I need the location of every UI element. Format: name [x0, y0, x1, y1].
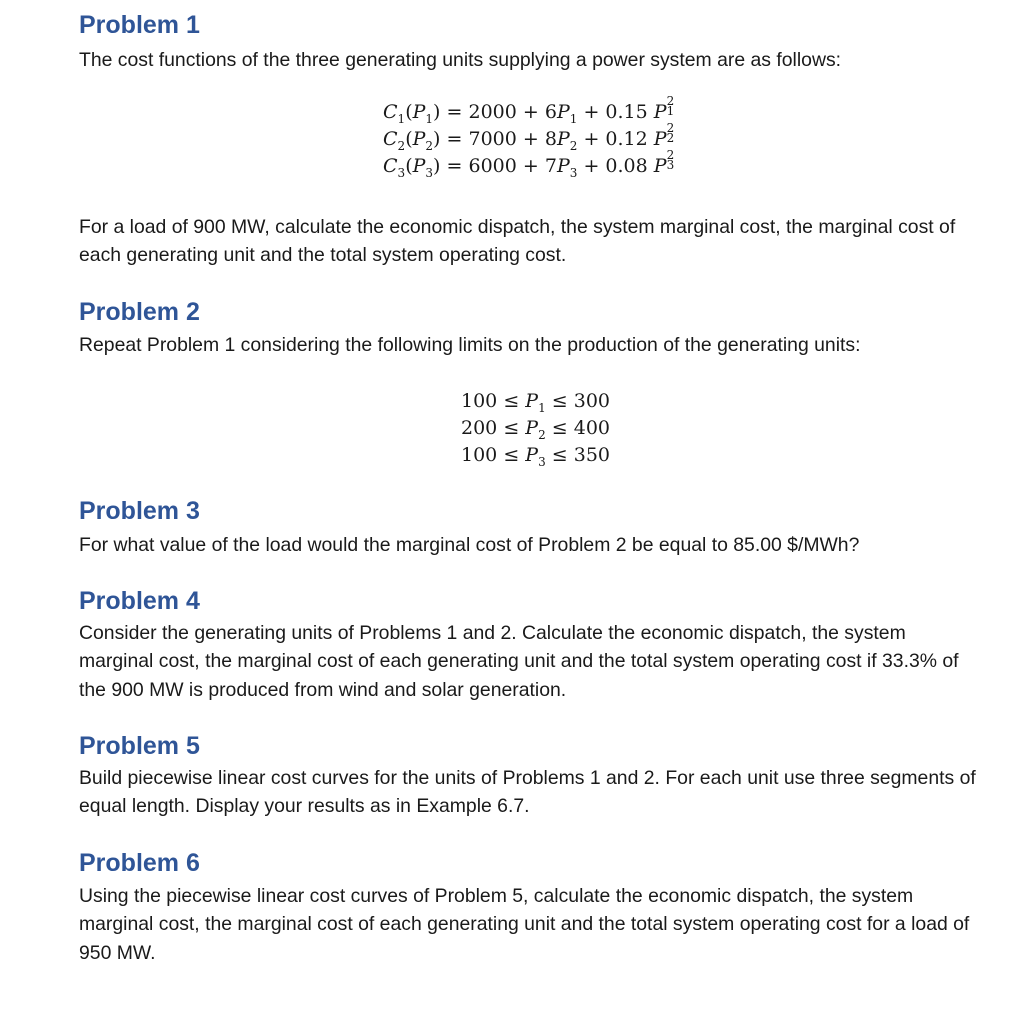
cost-equations	[383, 94, 677, 180]
problem-4-text: Consider the generating units of Problems 1 and 2. Calculate the economic dispatch, the system marginal cost, the marginal cost of each generating unit and the total system operating cost if 33.3% of the 900 MW is produced from wind and solar generation.	[79, 622, 959, 701]
problem-2-title: Problem 2	[79, 298, 200, 326]
problem-1-title: Problem 1	[79, 11, 200, 39]
problem-1-text: The cost functions of the three generating units supplying a power system are as follows:	[79, 49, 842, 71]
production-limits	[461, 388, 610, 469]
problem-1-question: For a load of 900 MW, calculate the economic dispatch, the system marginal cost, the marginal cost of each generating unit and the total system operating cost.	[79, 216, 956, 267]
problem-5-title: Problem 5	[79, 732, 200, 760]
problem-2-text: Repeat Problem 1 considering the following limits on the production of the generating units:	[79, 334, 861, 356]
cost-equation-1: $C_1(P_1) = 2000 + 6P_1 + 0.15$ P 2 1	[383, 94, 675, 126]
problem-3-title: Problem 3	[79, 497, 200, 525]
problem-6-title: Problem 6	[79, 849, 200, 877]
limit-1: $100 \le P_1 \le 300$	[461, 390, 610, 415]
cost-equation-3: $C_3(P_3) = 6000 + 7P_3 + 0.08$ P 2 3	[383, 148, 675, 180]
problem-4-title: Problem 4	[79, 587, 200, 615]
problem-6-text: Using the piecewise linear cost curves of Problem 5, calculate the economic dispatch, the system marginal cost, the marginal cost of each generating unit and the total system operating cost for a load of 950 MW.	[79, 885, 970, 964]
problem-3-text: For what value of the load would the marginal cost of Problem 2 be equal to 85.00 $/MWh?	[79, 534, 860, 556]
limit-2: $200 \le P_2 \le 400$	[461, 417, 610, 442]
limit-3: $100 \le P_3 \le 350$	[461, 444, 610, 469]
cost-equation-2: $C_2(P_2) = 7000 + 8P_2 + 0.12$ P 2 2	[383, 121, 675, 153]
problem-5-text: Build piecewise linear cost curves for the units of Problems 1 and 2. For each unit use three segments of equal length. Display your results as in Example 6.7.	[79, 767, 976, 818]
